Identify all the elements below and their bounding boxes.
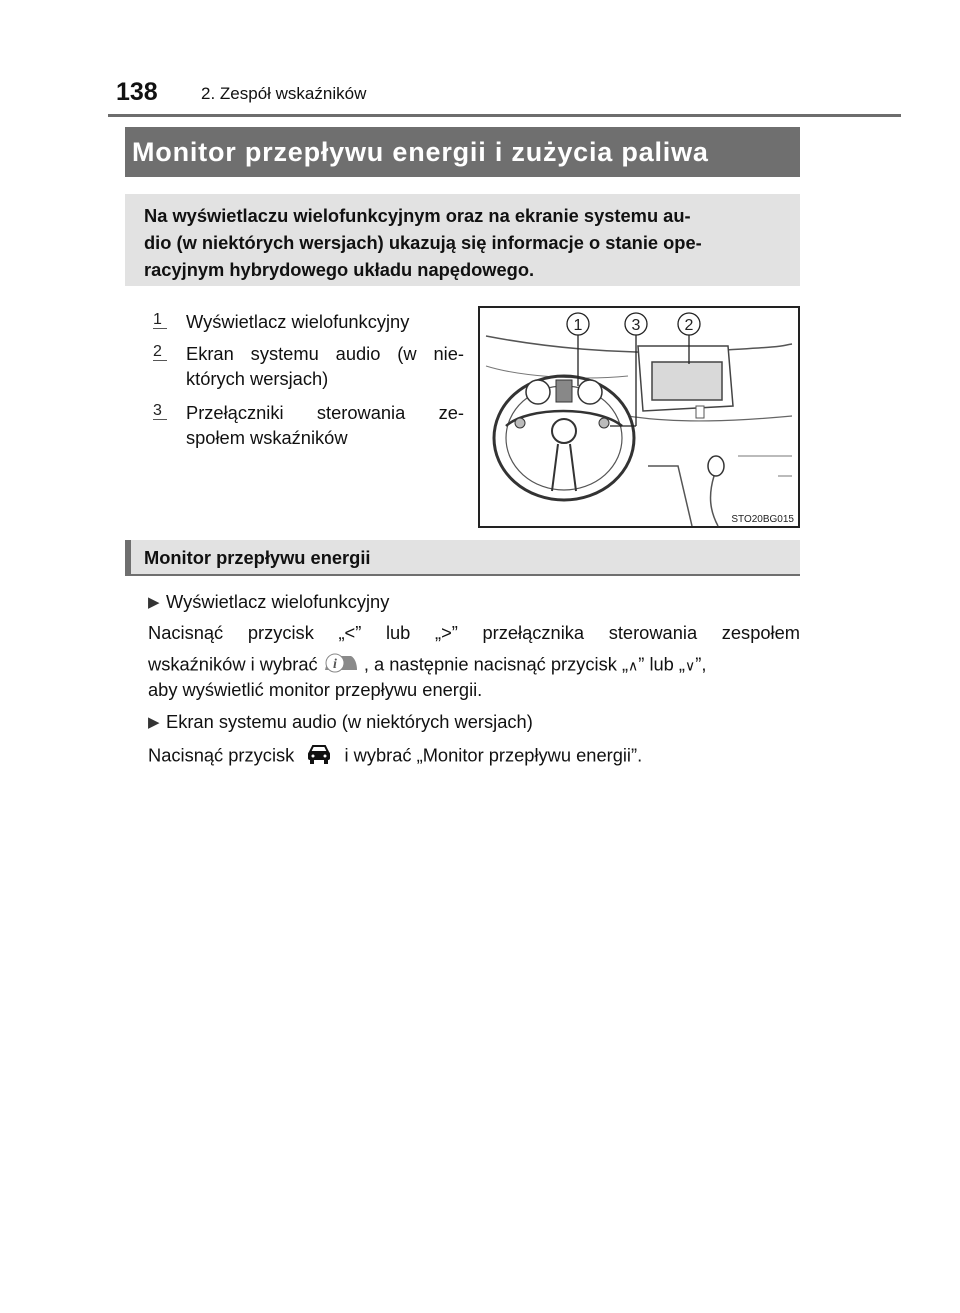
triangle-bullet-icon: ▶ <box>148 714 160 731</box>
paragraph-text: wskaźników i wybrać <box>148 653 318 675</box>
bullet-heading: Wyświetlacz wielofunkcyjny <box>166 591 390 612</box>
item-text: społem wskaźników <box>186 427 348 448</box>
subsection-accent <box>125 540 131 574</box>
car-info-icon <box>323 650 359 681</box>
down-chevron-icon: ∨ <box>685 657 696 674</box>
header-rule <box>108 114 901 117</box>
item-text: Ekran systemu audio (w nie- <box>186 343 464 364</box>
paragraph-text: i wybrać „Monitor przepływu energii”. <box>344 744 643 766</box>
paragraph-line <box>148 650 706 681</box>
paragraph-line <box>148 742 642 771</box>
paragraph-line: Nacisnąć przycisk „<” lub „>” przełącznika sterowania zespołem <box>148 622 800 643</box>
paragraph-text: , a następnie nacisnąć przycisk „ <box>363 653 629 675</box>
dashboard-illustration <box>478 306 800 528</box>
intro-line: Na wyświetlaczu wielofunkcyjnym oraz na ekranie systemu au- <box>144 205 691 226</box>
dashboard-drawing <box>478 306 800 528</box>
callout-label: 3 <box>631 317 641 334</box>
subsection-rule <box>125 574 800 576</box>
intro-line: racyjnym hybrydowego układu napędowego. <box>144 259 535 280</box>
paragraph-text: Nacisnąć przycisk <box>148 744 295 766</box>
item-text: których wersjach) <box>186 368 329 389</box>
intro-box <box>125 194 800 286</box>
item-number: 1 <box>153 311 167 329</box>
up-chevron-icon: ∧ <box>628 657 639 674</box>
section-title: Monitor przepływu energii i zużycia paliwa <box>132 137 709 167</box>
item-number: 2 <box>153 343 167 361</box>
bullet-heading: Ekran systemu audio (w niektórych wersjach) <box>166 711 533 732</box>
chapter-title: 2. Zespół wskaźników <box>201 84 367 103</box>
car-button-icon <box>305 742 333 771</box>
triangle-bullet-icon: ▶ <box>148 594 160 611</box>
subsection-title: Monitor przepływu energii <box>144 547 371 568</box>
callout-label: 2 <box>684 317 694 334</box>
figure-code: STO20BG015 <box>731 514 794 525</box>
paragraph-text: ” lub „ <box>638 653 686 675</box>
item-text: Wyświetlacz wielofunkcyjny <box>186 311 410 332</box>
item-number: 3 <box>153 402 167 420</box>
intro-line: dio (w niektórych wersjach) ukazują się informacje o stanie ope- <box>144 232 702 253</box>
callout-label: 1 <box>573 317 583 334</box>
item-text: Przełączniki sterowania ze- <box>186 402 464 423</box>
page-number: 138 <box>116 78 158 106</box>
svg-text:i: i <box>332 657 337 672</box>
paragraph-text: ”, <box>695 653 707 675</box>
paragraph-line: aby wyświetlić monitor przepływu energii. <box>148 679 483 700</box>
